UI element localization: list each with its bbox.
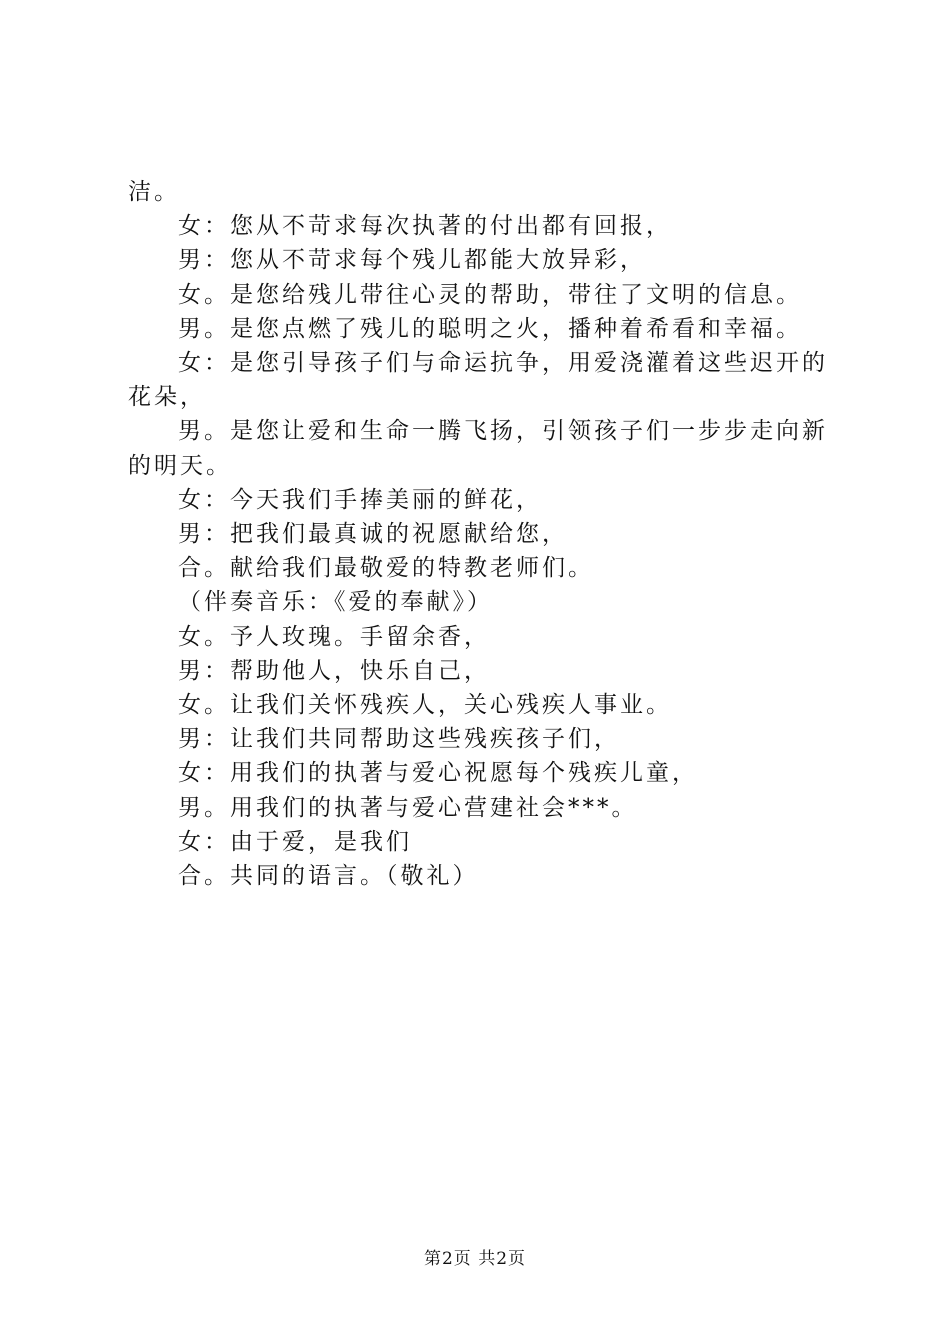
document-body [128,175,838,893]
text-line: （伴奏音乐：《爱的奉献》） [178,589,493,616]
text-line: 合。献给我们最敬爱的特教老师们。 [178,555,594,582]
text-line: 合。共同的语言。（敬礼） [178,863,479,890]
text-line: 男：把我们最真诚的祝愿献给您， [178,521,568,548]
text-line: 洁。 [128,179,180,205]
text-line: 男。是您让爱和生命一腾飞扬，引领孩子们一步步走向新的明天。 [128,418,828,479]
text-line: 女：由于爱，是我们 [178,828,412,855]
text-line: 男。是您点燃了残儿的聪明之火，播种着希看和幸福。 [178,315,802,342]
text-line: 男。用我们的执著与爱心营建社会***。 [178,794,638,821]
text-line: 女：您从不苛求每次执著的付出都有回报， [178,213,672,240]
text-line: 女：用我们的执著与爱心祝愿每个残疾儿童， [178,760,698,787]
text-line: 女：今天我们手捧美丽的鲜花， [178,486,542,513]
text-line: 男：帮助他人，快乐自己， [178,657,490,684]
page-number-footer: 第2页 共2页 [423,1249,527,1269]
text-line: 女。是您给残儿带往心灵的帮助，带往了文明的信息。 [178,281,802,308]
text-line: 女。让我们关怀残疾人，关心残疾人事业。 [178,692,672,719]
text-line: 男：您从不苛求每个残儿都能大放异彩， [178,247,646,274]
text-line: 女：是您引导孩子们与命运抗争，用爱浇灌着这些迟开的花朵， [128,350,828,411]
text-line: 男：让我们共同帮助这些残疾孩子们， [178,726,620,753]
text-line: 女。予人玫瑰。手留余香， [178,623,490,650]
